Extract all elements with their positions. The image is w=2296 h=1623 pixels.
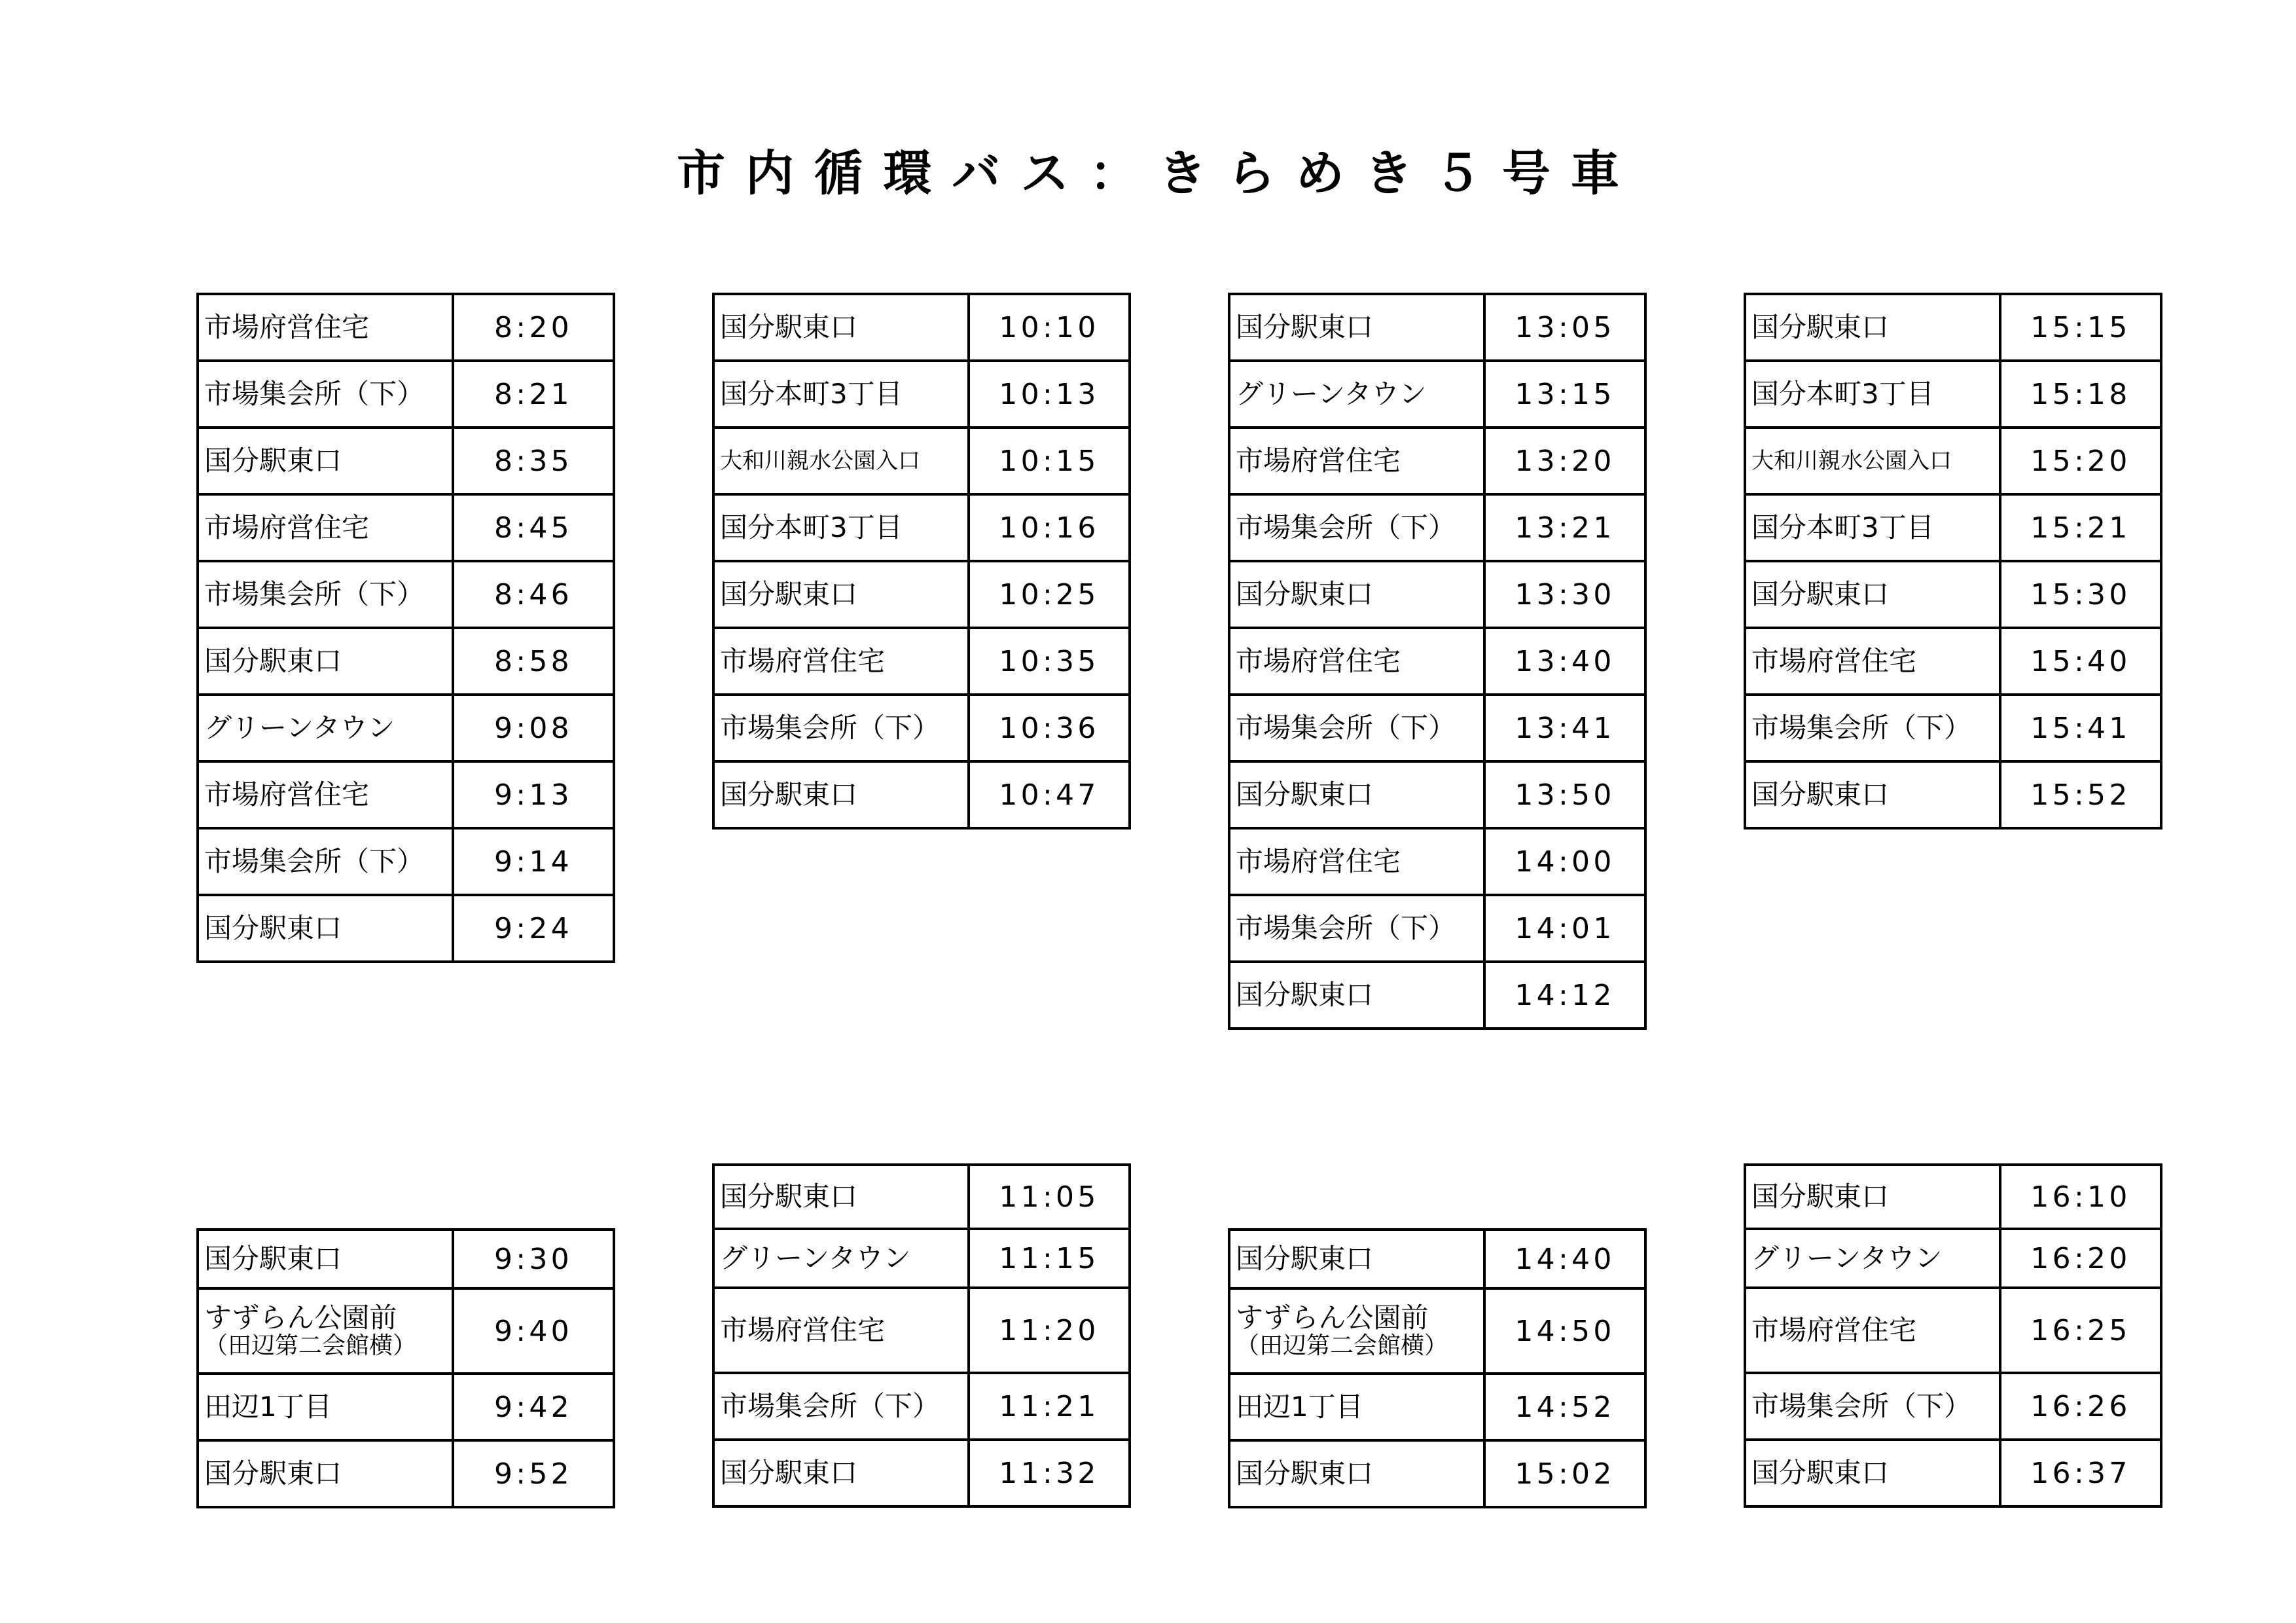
departure-time: 10:35: [969, 628, 1130, 695]
table-row: [713, 1229, 1130, 1288]
table-row: [1745, 494, 2161, 561]
table-row: [1745, 1373, 2161, 1440]
departure-time: 11:21: [969, 1373, 1130, 1440]
stop-name-cell: [713, 428, 969, 494]
table-row: [198, 561, 614, 628]
stop-name-cell: [1745, 361, 2000, 428]
table-row: [198, 628, 614, 695]
stop-name-cell: [198, 1374, 453, 1440]
timetable: [1228, 1228, 1647, 1508]
stop-name-cell: [1745, 494, 2000, 561]
stop-name-cell: [1745, 695, 2000, 761]
stop-name: グリーンタウン: [720, 1242, 911, 1274]
stop-name-cell: [198, 561, 453, 628]
stop-name: 国分駅東口: [204, 645, 342, 677]
departure-time: 13:41: [1484, 695, 1645, 761]
stop-name-cell: [1229, 494, 1484, 561]
table-row: [1229, 494, 1645, 561]
stop-name: 国分駅東口: [1751, 1457, 1890, 1489]
stop-name: 国分駅東口: [1236, 578, 1374, 610]
page-title: 市内循環バス：きらめき５号車: [676, 145, 1640, 202]
table-row: [198, 361, 614, 428]
stop-name: 国分駅東口: [204, 912, 342, 944]
stop-name-cell: [1745, 1288, 2000, 1373]
stop-name: 市場集会所（下）: [720, 1390, 941, 1422]
departure-time: 9:40: [453, 1288, 614, 1374]
stop-name-cell: [713, 1440, 969, 1506]
timetable: [196, 293, 615, 963]
stop-name: すずらん公園前: [1236, 1302, 1429, 1334]
departure-time: 10:36: [969, 695, 1130, 761]
stop-name: 国分本町3丁目: [720, 378, 903, 410]
table-row: [1229, 628, 1645, 695]
stop-name: 国分駅東口: [204, 1243, 342, 1275]
stop-name-cell: [198, 494, 453, 561]
stop-name-cell: [1745, 1165, 2000, 1229]
table-row: [713, 628, 1130, 695]
table-row: [1745, 628, 2161, 695]
departure-time: 10:47: [969, 761, 1130, 828]
stop-name-cell: [1229, 828, 1484, 895]
stop-name-cell: [1229, 1440, 1484, 1507]
stop-name: グリーンタウン: [204, 712, 395, 744]
timetable: [1228, 293, 1647, 1030]
stop-name-cell: [1229, 1230, 1484, 1288]
stop-name: 市場府営住宅: [204, 311, 370, 343]
departure-time: 13:20: [1484, 428, 1645, 494]
stop-name-cell: [713, 561, 969, 628]
departure-time: 8:46: [453, 561, 614, 628]
departure-time: 15:15: [2000, 294, 2161, 361]
departure-time: 15:20: [2000, 428, 2161, 494]
stop-name-cell: [198, 895, 453, 962]
stop-name-cell: [1229, 962, 1484, 1029]
stop-name: 国分駅東口: [204, 445, 342, 477]
timetable: [1744, 1163, 2162, 1508]
stop-name: 市場集会所（下）: [1751, 1390, 1972, 1422]
table-row: [713, 761, 1130, 828]
stop-name-cell: [1229, 695, 1484, 761]
stop-name-cell: [198, 1288, 453, 1374]
departure-time: 16:20: [2000, 1229, 2161, 1288]
stop-name: 市場集会所（下）: [204, 578, 425, 610]
stop-name: 国分駅東口: [1751, 311, 1890, 343]
stop-name: 国分本町3丁目: [1751, 378, 1934, 410]
stop-name: 国分駅東口: [1236, 1243, 1374, 1275]
stop-name: 市場府営住宅: [204, 511, 370, 543]
stop-name-cell: [1229, 628, 1484, 695]
stop-name: 市場集会所（下）: [1751, 712, 1972, 744]
departure-time: 9:30: [453, 1230, 614, 1288]
departure-time: 15:18: [2000, 361, 2161, 428]
table-row: [713, 695, 1130, 761]
stop-name: 国分駅東口: [204, 1457, 342, 1489]
stop-name-cell: [1229, 761, 1484, 828]
table-row: [1745, 294, 2161, 361]
stop-name: 国分駅東口: [720, 778, 858, 811]
table-row: [1745, 561, 2161, 628]
table-row: [1745, 428, 2161, 494]
table-row: [1229, 294, 1645, 361]
timetable: [712, 1163, 1131, 1508]
departure-time: 8:58: [453, 628, 614, 695]
stop-name-cell: [198, 361, 453, 428]
stop-name: 市場府営住宅: [1236, 445, 1401, 477]
stop-name: 国分駅東口: [1236, 311, 1374, 343]
stop-name-cell: [1229, 1288, 1484, 1374]
departure-time: 9:13: [453, 761, 614, 828]
stop-name-cell: [1229, 294, 1484, 361]
stop-name-cell: [1229, 1374, 1484, 1440]
table-row: [198, 1440, 614, 1507]
departure-time: 15:41: [2000, 695, 2161, 761]
stop-name: 田辺1丁目: [1236, 1391, 1363, 1423]
stop-name: 国分駅東口: [720, 1457, 858, 1489]
stop-name-cell: [198, 828, 453, 895]
stop-name: 国分駅東口: [720, 1180, 858, 1213]
table-row: [198, 428, 614, 494]
table-row: [198, 761, 614, 828]
table-row: [198, 494, 614, 561]
stop-name: 市場集会所（下）: [1236, 712, 1456, 744]
departure-time: 9:14: [453, 828, 614, 895]
table-row: [1745, 361, 2161, 428]
table-row: [1229, 361, 1645, 428]
stop-name-cell: [1229, 895, 1484, 962]
stop-name: 国分駅東口: [1751, 1180, 1890, 1213]
departure-time: 13:05: [1484, 294, 1645, 361]
stop-name: 市場府営住宅: [204, 778, 370, 811]
stop-name-cell: [713, 494, 969, 561]
stop-name-note: （田辺第二会館横）: [204, 1332, 417, 1359]
stop-name: 市場府営住宅: [720, 1314, 886, 1346]
stop-name-cell: [713, 294, 969, 361]
departure-time: 15:21: [2000, 494, 2161, 561]
departure-time: 15:02: [1484, 1440, 1645, 1507]
table-row: [1229, 1440, 1645, 1507]
stop-name-cell: [198, 1440, 453, 1507]
stop-name-cell: [713, 361, 969, 428]
stop-name-cell: [198, 628, 453, 695]
departure-time: 14:50: [1484, 1288, 1645, 1374]
stop-name: 市場府営住宅: [1751, 1314, 1917, 1346]
stop-name-cell: [198, 761, 453, 828]
stop-name-cell: [1745, 761, 2000, 828]
table-row: [1229, 761, 1645, 828]
table-row: [1745, 1288, 2161, 1373]
departure-time: 16:25: [2000, 1288, 2161, 1373]
departure-time: 8:20: [453, 294, 614, 361]
stop-name-cell: [198, 1230, 453, 1288]
table-row: [713, 294, 1130, 361]
stop-name: 国分駅東口: [1236, 778, 1374, 811]
departure-time: 15:52: [2000, 761, 2161, 828]
departure-time: 15:30: [2000, 561, 2161, 628]
departure-time: 10:16: [969, 494, 1130, 561]
timetable: [1744, 293, 2162, 830]
stop-name-cell: [713, 1229, 969, 1288]
departure-time: 14:40: [1484, 1230, 1645, 1288]
table-row: [198, 1374, 614, 1440]
table-row: [1745, 761, 2161, 828]
stop-name: グリーンタウン: [1751, 1242, 1943, 1274]
departure-time: 8:35: [453, 428, 614, 494]
departure-time: 8:21: [453, 361, 614, 428]
stop-name: 田辺1丁目: [204, 1391, 332, 1423]
stop-name: 大和川親水公園入口: [1751, 448, 1952, 474]
table-row: [198, 828, 614, 895]
departure-time: 11:05: [969, 1165, 1130, 1229]
stop-name: 大和川親水公園入口: [720, 448, 920, 474]
stop-name: グリーンタウン: [1236, 378, 1427, 410]
stop-name: 国分駅東口: [1236, 979, 1374, 1011]
stop-name: 国分駅東口: [720, 311, 858, 343]
departure-time: 16:26: [2000, 1373, 2161, 1440]
table-row: [1745, 1440, 2161, 1506]
table-row: [713, 428, 1130, 494]
stop-name: 市場集会所（下）: [1236, 912, 1456, 944]
stop-name: 国分駅東口: [720, 578, 858, 610]
departure-time: 14:52: [1484, 1374, 1645, 1440]
table-row: [1745, 1165, 2161, 1229]
table-row: [198, 294, 614, 361]
table-row: [713, 1440, 1130, 1506]
departure-time: 16:37: [2000, 1440, 2161, 1506]
table-row: [1229, 695, 1645, 761]
table-row: [1229, 1230, 1645, 1288]
departure-time: 13:50: [1484, 761, 1645, 828]
departure-time: 15:40: [2000, 628, 2161, 695]
stop-name-cell: [198, 428, 453, 494]
table-row: [713, 494, 1130, 561]
departure-time: 14:01: [1484, 895, 1645, 962]
stop-name-cell: [1229, 561, 1484, 628]
stop-name-cell: [713, 1373, 969, 1440]
stop-name: 国分駅東口: [1751, 778, 1890, 811]
departure-time: 11:20: [969, 1288, 1130, 1373]
stop-name: 市場府営住宅: [1236, 845, 1401, 877]
stop-name: 国分本町3丁目: [1751, 511, 1934, 543]
stop-name-cell: [1745, 628, 2000, 695]
table-row: [198, 695, 614, 761]
stop-name-cell: [1745, 1440, 2000, 1506]
departure-time: 10:13: [969, 361, 1130, 428]
departure-time: 10:10: [969, 294, 1130, 361]
table-row: [1229, 895, 1645, 962]
departure-time: 13:30: [1484, 561, 1645, 628]
table-row: [1229, 828, 1645, 895]
stop-name: 国分駅東口: [1236, 1457, 1374, 1489]
stop-name-cell: [713, 695, 969, 761]
stop-name-note: （田辺第二会館横）: [1236, 1332, 1448, 1359]
stop-name: 国分駅東口: [1751, 578, 1890, 610]
table-row: [1745, 695, 2161, 761]
stop-name-cell: [1745, 1229, 2000, 1288]
stop-name: 市場集会所（下）: [720, 712, 941, 744]
table-row: [1229, 1374, 1645, 1440]
table-row: [1229, 1288, 1645, 1374]
stop-name: 市場集会所（下）: [1236, 511, 1456, 543]
stop-name-cell: [1229, 361, 1484, 428]
stop-name-cell: [713, 1288, 969, 1373]
stop-name-cell: [713, 761, 969, 828]
departure-time: 9:52: [453, 1440, 614, 1507]
table-row: [198, 1230, 614, 1288]
timetable: [196, 1228, 615, 1508]
stop-name-cell: [1745, 294, 2000, 361]
stop-name-cell: [1745, 1373, 2000, 1440]
stop-name: すずらん公園前: [204, 1302, 397, 1334]
departure-time: 14:12: [1484, 962, 1645, 1029]
departure-time: 16:10: [2000, 1165, 2161, 1229]
stop-name-cell: [198, 695, 453, 761]
table-row: [713, 361, 1130, 428]
stop-name-cell: [1745, 428, 2000, 494]
departure-time: 13:15: [1484, 361, 1645, 428]
table-row: [1745, 1229, 2161, 1288]
stop-name: 市場府営住宅: [1236, 645, 1401, 677]
departure-time: 9:08: [453, 695, 614, 761]
departure-time: 13:40: [1484, 628, 1645, 695]
table-row: [1229, 561, 1645, 628]
table-row: [713, 1373, 1130, 1440]
departure-time: 13:21: [1484, 494, 1645, 561]
table-row: [713, 1165, 1130, 1229]
departure-time: 9:42: [453, 1374, 614, 1440]
table-row: [713, 561, 1130, 628]
departure-time: 8:45: [453, 494, 614, 561]
stop-name: 市場府営住宅: [1751, 645, 1917, 677]
stop-name-cell: [198, 294, 453, 361]
table-row: [713, 1288, 1130, 1373]
stop-name-cell: [713, 1165, 969, 1229]
stop-name: 国分本町3丁目: [720, 511, 903, 543]
departure-time: 11:32: [969, 1440, 1130, 1506]
departure-time: 11:15: [969, 1229, 1130, 1288]
stop-name: 市場集会所（下）: [204, 845, 425, 877]
stop-name: 市場府営住宅: [720, 645, 886, 677]
departure-time: 9:24: [453, 895, 614, 962]
table-row: [1229, 428, 1645, 494]
stop-name-cell: [1229, 428, 1484, 494]
stop-name-cell: [1745, 561, 2000, 628]
departure-time: 10:15: [969, 428, 1130, 494]
stop-name-cell: [713, 628, 969, 695]
departure-time: 14:00: [1484, 828, 1645, 895]
timetable: [712, 293, 1131, 830]
stop-name: 市場集会所（下）: [204, 378, 425, 410]
table-row: [198, 1288, 614, 1374]
table-row: [1229, 962, 1645, 1029]
table-row: [198, 895, 614, 962]
departure-time: 10:25: [969, 561, 1130, 628]
